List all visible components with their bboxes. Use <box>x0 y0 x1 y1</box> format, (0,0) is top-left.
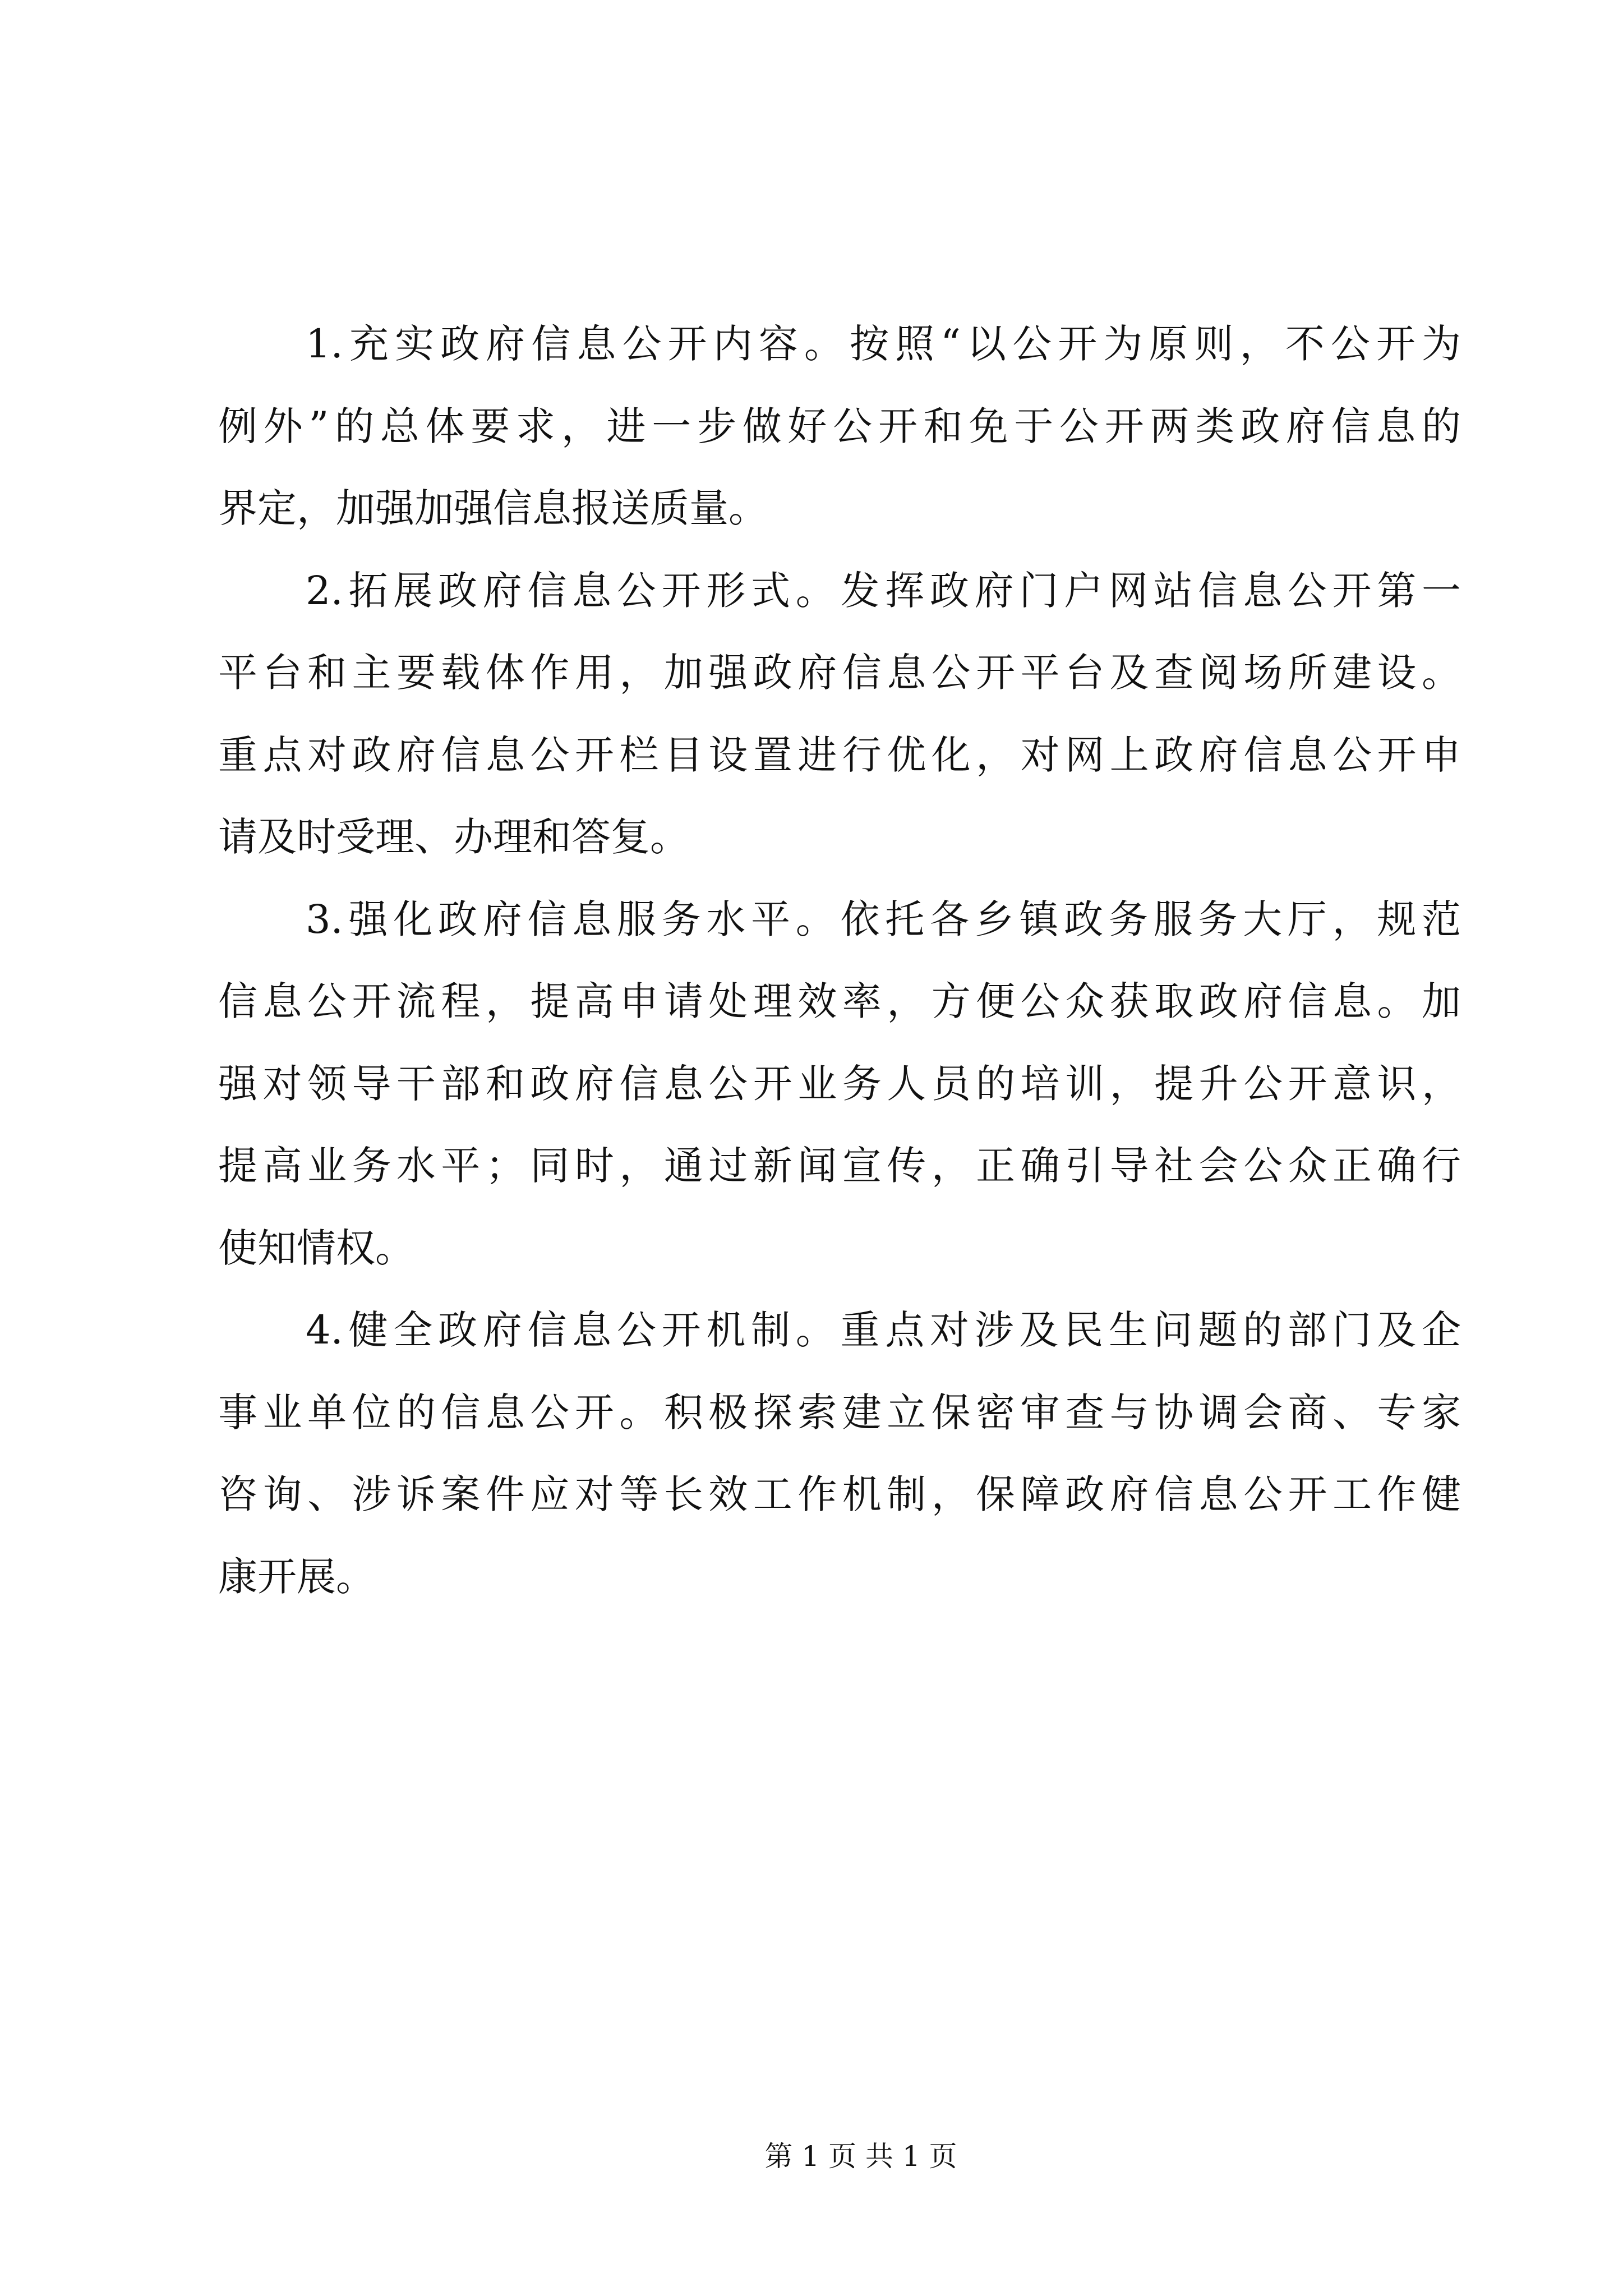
text-line: 2.拓展政府信息公开形式。发挥政府门户网站信息公开第一 <box>306 567 1461 614</box>
text-line: 1.充实政府信息公开内容。按照“以公开为原则，不公开为 <box>306 321 1461 367</box>
text-line: 界定，加强加强信息报送质量。 <box>218 485 768 531</box>
paragraph-2 <box>218 550 1461 878</box>
text-line: 3.强化政府信息服务水平。依托各乡镇政务服务大厅，规范 <box>306 896 1461 942</box>
paragraph-4 <box>218 1289 1461 1618</box>
text-line: 信息公开流程，提高申请处理效率，方便公众获取政府信息。加 <box>218 978 1461 1024</box>
text-line: 例外”的总体要求，进一步做好公开和免于公开两类政府信息的 <box>218 403 1461 449</box>
text-line: 请及时受理、办理和答复。 <box>218 814 689 860</box>
document-body <box>218 303 1461 1618</box>
text-line: 4.健全政府信息公开机制。重点对涉及民生问题的部门及企 <box>306 1307 1461 1353</box>
text-line: 使知情权。 <box>218 1225 414 1271</box>
text-line: 咨询、涉诉案件应对等长效工作机制，保障政府信息公开工作健 <box>218 1471 1461 1517</box>
text-line: 康开展。 <box>218 1553 375 1600</box>
text-line: 重点对政府信息公开栏目设置进行优化，对网上政府信息公开申 <box>218 731 1461 778</box>
text-line: 平台和主要载体作用，加强政府信息公开平台及查阅场所建设。 <box>218 650 1461 696</box>
text-line: 强对领导干部和政府信息公开业务人员的培训，提升公开意识， <box>218 1060 1461 1107</box>
text-line: 提高业务水平；同时，通过新闻宣传，正确引导社会公众正确行 <box>218 1143 1461 1189</box>
page-number-footer: 第 1 页 共 1 页 <box>764 2140 957 2173</box>
paragraph-3 <box>218 878 1461 1290</box>
paragraph-1 <box>218 303 1461 550</box>
text-line: 事业单位的信息公开。积极探索建立保密审查与协调会商、专家 <box>218 1389 1461 1435</box>
